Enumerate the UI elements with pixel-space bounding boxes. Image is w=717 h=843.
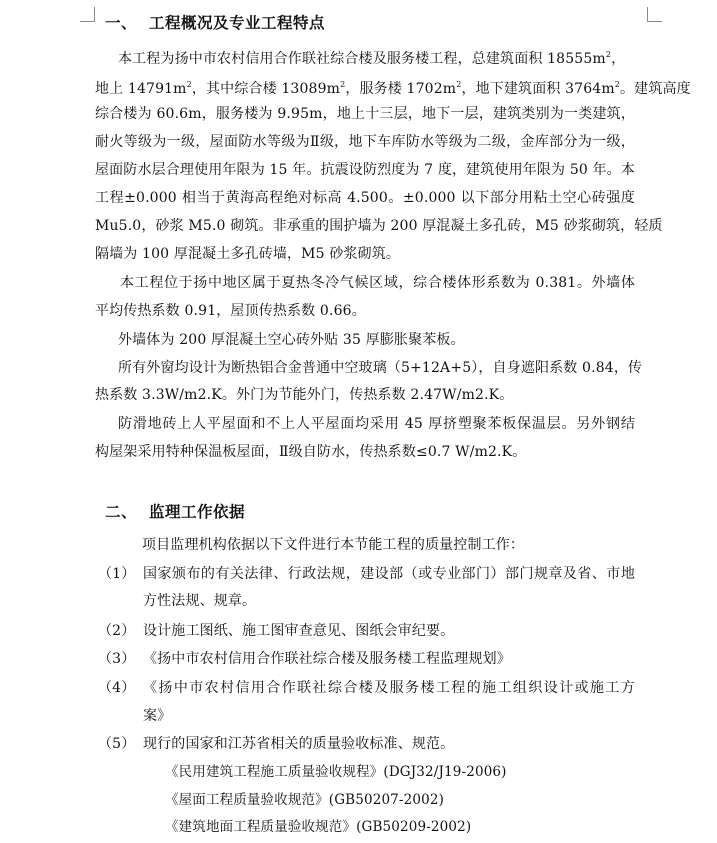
superscript: 2: [614, 80, 621, 89]
text: ，: [611, 51, 626, 67]
list-item-5-line-1: 现行的国家和江苏省相关的质量验收标准、规范。: [143, 736, 455, 752]
standard-1: 《民用建筑工程施工质量验收规程》(DGJ32/J19-2006): [165, 764, 507, 780]
list-item-1-line-1: 国家颁布的有关法律、行政法规，建设部（或专业部门）部门规章及省、市地: [143, 566, 635, 582]
superscript: 2: [456, 80, 462, 89]
paragraph-1-line-6: 工程±0.000 相当于黄海高程绝对标高 4.500。±0.000 以下部分用粘土空心砖强度: [95, 190, 635, 206]
paragraph-1-line-3: 综合楼为 60.6m，服务楼为 9.95m，地上十三层，地下一层，建筑类别为一类建筑，: [95, 106, 635, 122]
section-2-heading: [105, 503, 245, 521]
paragraph-1-line-8: 隔墙为 100 厚混凝土多孔砖墙，M5 砂浆砌筑。: [95, 246, 401, 262]
list-item-1-line-2: 方性法规、规章。: [143, 593, 257, 609]
paragraph-1-line-7: Mu5.0，砂浆 M5.0 砌筑。非承重的围护墙为 200 厚混凝土多孔砖，M5 砂浆砌筑，轻质: [95, 218, 663, 234]
paragraph-5-line-1: 防滑地砖上人平屋面和不上人平屋面均采用 45 厚挤塑聚苯板保温层。另外钢结: [118, 416, 635, 432]
paragraph-1-line-4: 耐火等级为一级，屋面防水等级为Ⅱ级，地下车库防水等级为二级，金库部分为一级，: [95, 134, 635, 150]
superscript: 2: [340, 80, 346, 89]
text: 地上 14791m: [95, 81, 187, 97]
paragraph-4-line-2: 热系数 3.3W/m2.K。外门为节能外门，传热系数 2.47W/m2.K。: [95, 387, 514, 403]
paragraph-4-line-1: 所有外窗均设计为断热铝合金普通中空玻璃（5+12A+5），自身遮阳系数 0.84，传: [118, 360, 643, 376]
section-2-number: 二、: [105, 502, 138, 521]
section-1-heading: [105, 14, 325, 32]
standard-2: 《屋面工程质量验收规范》(GB50207-2002): [165, 792, 445, 808]
margin-corner-mark-left: [80, 7, 95, 22]
list-item-5-number: （5）: [98, 736, 136, 752]
paragraph-1-line-1: [118, 46, 625, 68]
section-2-title: 监理工作依据: [149, 502, 246, 521]
list-item-4-number: （4）: [98, 680, 136, 696]
list-item-3-line-1: 《扬中市农村信用合作联社综合楼及服务楼工程监理规划》: [143, 651, 511, 667]
text: ，地下建筑面积 3764m: [461, 81, 615, 97]
paragraph-5-line-2: 构屋架采用特种保温板屋面，Ⅱ级自防水，传热系数≤0.7 W/m2.K。: [95, 444, 527, 460]
text: 。建筑高度: [620, 81, 691, 97]
list-item-1-number: （1）: [98, 566, 136, 582]
standard-3: 《建筑地面工程质量验收规范》(GB50209-2002): [165, 819, 472, 835]
list-item-2-line-1: 设计施工图纸、施工图审查意见、图纸会审纪要。: [143, 623, 455, 639]
margin-corner-mark-right: [647, 7, 662, 22]
superscript: 2: [605, 50, 612, 59]
superscript: 2: [186, 80, 192, 89]
section-1-title: 工程概况及专业工程特点: [149, 13, 326, 32]
text: ，其中综合楼 13089m: [191, 81, 341, 97]
list-item-2-number: （2）: [98, 623, 136, 639]
text: ，服务楼 1702m: [345, 81, 457, 97]
text: 本工程为扬中市农村信用合作联社综合楼及服务楼工程，总建筑面积 18555m: [118, 51, 606, 67]
section-1-number: 一、: [105, 13, 138, 32]
section-2-intro: 项目监理机构依据以下文件进行本节能工程的质量控制工作：: [142, 537, 525, 553]
list-item-4-line-2: 案》: [143, 708, 172, 724]
paragraph-3: 外墙体为 200 厚混凝土空心砖外贴 35 厚膨胀聚苯板。: [118, 332, 465, 348]
list-item-3-number: （3）: [98, 651, 136, 667]
paragraph-1-line-2: [95, 76, 691, 98]
paragraph-2-line-1: 本工程位于扬中地区属于夏热冬冷气候区域，综合楼体形系数为 0.381。外墙体: [120, 275, 635, 291]
paragraph-2-line-2: 平均传热系数 0.91，屋顶传热系数 0.66。: [95, 303, 366, 319]
list-item-4-line-1: 《扬中市农村信用合作联社综合楼及服务楼工程的施工组织设计或施工方: [143, 680, 635, 696]
paragraph-1-line-5: 屋面防水层合理使用年限为 15 年。抗震设防烈度为 7 度，建筑使用年限为 50 年。本: [95, 162, 635, 178]
